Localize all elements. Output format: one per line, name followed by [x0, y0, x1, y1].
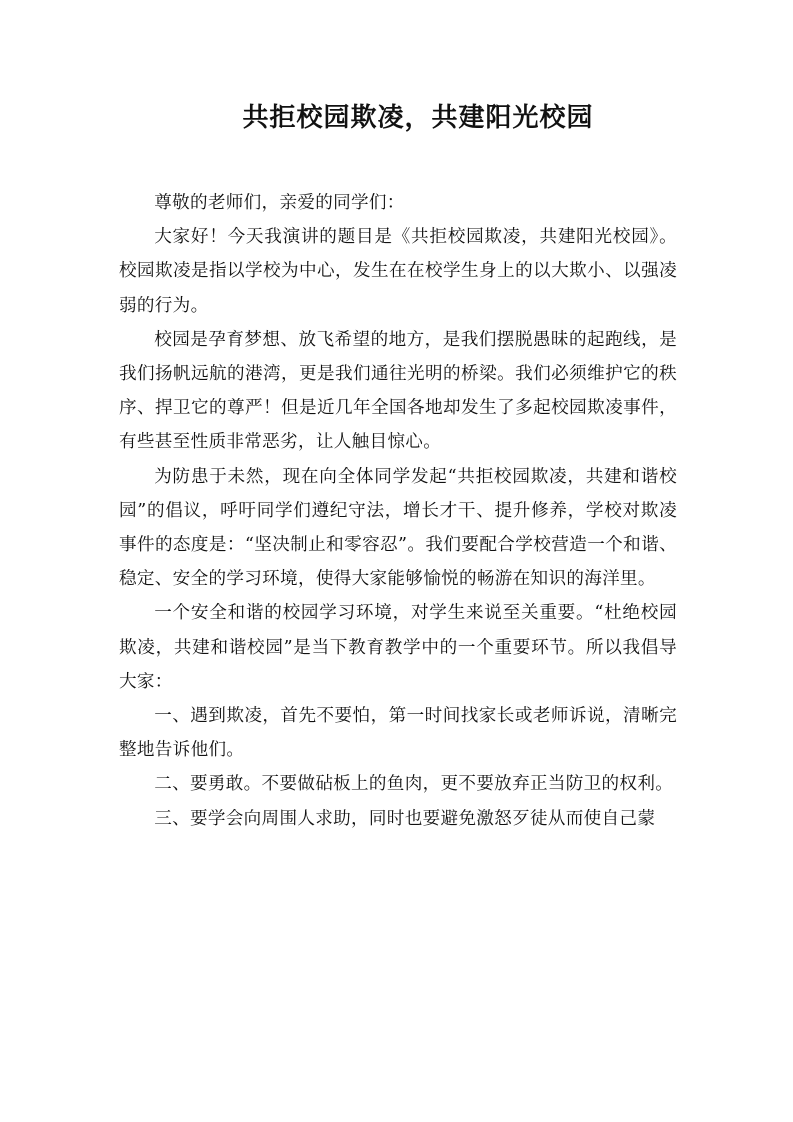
campus-paragraph: 校园是孕育梦想、放飞希望的地方，是我们摆脱愚昧的起跑线，是我们扬帆远航的港湾，更是我们通往光明的桥梁。我们必须维护它的秩序、捍卫它的尊严！但是近几年全国各地却发生了多起校园欺凌事件，有些甚至性质非常恶劣，让人触目惊心。 — [119, 329, 677, 453]
point-one-paragraph: 一、遇到欺凌，首先不要怕，第一时间找家长或老师诉说，清晰完整地告诉他们。 — [119, 706, 677, 761]
salutation-paragraph: 尊敬的老师们，亲爱的同学们： — [154, 193, 405, 213]
initiative-paragraph: 为防患于未然，现在向全体同学发起“共拒校园欺凌，共建和谐校园”的倡议，呼吁同学们遵纪守法，增长才干、提升修养，学校对欺凌事件的态度是：“坚决制止和零容忍”。我们要配合学校营造一个和谐、稳定、安全的学习环境，使得大家能够愉悦的畅游在知识的海洋里。 — [119, 466, 677, 590]
advocacy-paragraph: 一个安全和谐的校园学习环境，对学生来说至关重要。“杜绝校园欺凌，共建和谐校园”是当下教育教学中的一个重要环节。所以我倡导大家： — [119, 603, 677, 692]
point-three-paragraph: 三、要学会向周围人求助，同时也要避免激怒歹徒从而使自己蒙 — [154, 808, 656, 829]
point-two-paragraph: 二、要勇敢。不要做砧板上的鱼肉，更不要放弃正当防卫的权利。 — [154, 774, 674, 795]
document-title: 共拒校园欺凌，共建阳光校园 — [242, 103, 594, 133]
intro-paragraph: 大家好！今天我演讲的题目是《共拒校园欺凌，共建阳光校园》。校园欺凌是指以学校为中心，发生在在校学生身上的以大欺小、以强凌弱的行为。 — [119, 227, 677, 316]
document-body — [119, 186, 677, 836]
